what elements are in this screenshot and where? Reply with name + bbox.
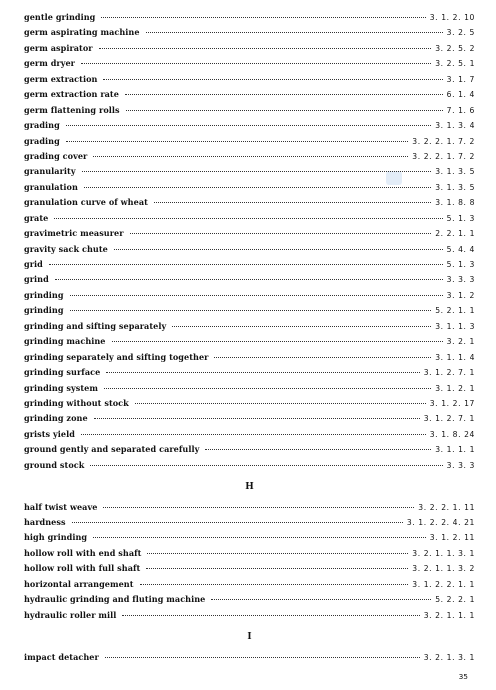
index-term: gentle grinding xyxy=(24,12,96,22)
section-reference: 3. 2. 1. 1. 3. 2 xyxy=(412,564,475,574)
index-entry xyxy=(24,103,475,118)
section-reference: 3. 1. 2 xyxy=(446,290,475,300)
index-entry xyxy=(24,211,475,226)
section-reference: 3. 2. 2. 1. 7. 2 xyxy=(412,151,475,161)
section-reference: 3. 1. 3. 5 xyxy=(435,167,475,177)
index-entry xyxy=(24,195,475,210)
section-reference: 3. 3. 3 xyxy=(446,460,475,470)
dot-leader xyxy=(70,310,432,311)
index-term: germ aspirator xyxy=(24,42,93,53)
section-reference: 3. 2. 1. 1. 3. 1 xyxy=(412,548,475,558)
index-entry xyxy=(24,500,475,515)
index-term: ground stock xyxy=(24,459,85,470)
dot-leader xyxy=(130,233,432,234)
index-term: grinding system xyxy=(24,382,98,393)
index-term: grists yield xyxy=(24,428,75,439)
index-term: hollow roll with full shaft xyxy=(24,563,141,574)
index-entry xyxy=(24,41,475,56)
index-entry xyxy=(24,442,475,457)
index-entry xyxy=(24,365,475,380)
index-entry xyxy=(24,257,475,272)
index-term: grind xyxy=(24,274,49,285)
section-reference: 3. 1. 3. 5 xyxy=(435,182,475,192)
dot-leader xyxy=(49,264,443,265)
index-term: germ extraction rate xyxy=(24,89,119,100)
section-reference: 3. 2. 5. 2 xyxy=(435,43,475,53)
section-heading: H xyxy=(245,482,254,493)
index-entry xyxy=(24,396,475,411)
section-reference: 3. 2. 5 xyxy=(446,28,475,38)
index-term: grinding without stock xyxy=(24,397,129,408)
index-term: grinding machine xyxy=(24,336,106,347)
index-entry xyxy=(24,381,475,396)
index-entry xyxy=(24,577,475,592)
index-entry xyxy=(24,515,475,530)
index-term: gravimetric measurer xyxy=(24,228,124,239)
index-term: granulation curve of wheat xyxy=(24,197,148,208)
index-entry xyxy=(24,592,475,607)
dot-leader xyxy=(93,537,426,538)
index-entry xyxy=(24,411,475,426)
index-entry xyxy=(24,334,475,349)
section-reference: 3. 1. 8. 8 xyxy=(435,198,475,208)
dot-leader xyxy=(66,141,408,142)
index-entry xyxy=(24,458,475,473)
section-reference: 3. 1. 7 xyxy=(446,74,475,84)
dot-leader xyxy=(66,125,431,126)
dot-leader xyxy=(172,326,431,327)
dot-leader xyxy=(81,63,431,64)
index-entry xyxy=(24,87,475,102)
index-term: grinding and sifting separately xyxy=(24,320,167,331)
dot-leader xyxy=(82,171,432,172)
index-term: grate xyxy=(24,212,49,223)
index-entry xyxy=(24,530,475,545)
section-reference: 5. 2. 2. 1 xyxy=(435,595,475,605)
index-term: grid xyxy=(24,259,43,269)
index-entry xyxy=(24,546,475,561)
section-reference: 3. 2. 2. 1. 7. 2 xyxy=(412,136,475,146)
section-reference: 3. 2. 5. 1 xyxy=(435,59,475,69)
dot-leader xyxy=(55,279,443,280)
dot-leader xyxy=(84,187,431,188)
section-reference: 3. 1. 2. 2. 1. 1 xyxy=(412,579,475,589)
section-reference: 3. 2. 1. 1. 1 xyxy=(423,610,475,620)
dot-leader xyxy=(54,218,442,219)
index-term: germ dryer xyxy=(24,58,75,69)
dot-leader xyxy=(112,341,443,342)
index-term: grinding separately and sifting together xyxy=(24,351,209,362)
section-reference: 3. 1. 1. 1 xyxy=(435,445,475,455)
section-reference: 3. 2. 2. 1. 11 xyxy=(418,502,475,512)
section-reference: 3. 1. 1. 4 xyxy=(435,352,475,362)
index-entry xyxy=(24,350,475,365)
section-reference: 3. 1. 2. 7. 1 xyxy=(423,414,475,424)
index-term: grading cover xyxy=(24,150,88,161)
index-term: granularity xyxy=(24,166,76,177)
dot-leader xyxy=(114,249,443,250)
index-entry xyxy=(24,118,475,133)
dot-leader xyxy=(72,522,403,523)
index-entry xyxy=(24,272,475,287)
index-term: germ extraction xyxy=(24,73,98,84)
dot-leader xyxy=(154,202,431,203)
dot-leader xyxy=(94,418,420,419)
dot-leader xyxy=(146,32,443,33)
dot-leader xyxy=(81,434,426,435)
index-term: hollow roll with end shaft xyxy=(24,547,142,558)
section-reference: 3. 1. 3. 4 xyxy=(435,121,475,131)
section-reference: 3. 1. 2. 2. 4. 21 xyxy=(406,518,475,527)
section-reference: 3. 2. 1. 3. 1 xyxy=(423,652,475,662)
dot-leader xyxy=(104,388,431,389)
section-heading: I xyxy=(247,632,252,643)
index-entries xyxy=(24,10,475,665)
dot-leader xyxy=(106,372,419,373)
section-reference: 5. 4. 4 xyxy=(446,244,475,254)
index-term: half twist weave xyxy=(24,501,98,512)
dot-leader xyxy=(93,156,408,157)
index-term: gravity sack chute xyxy=(24,243,108,254)
index-entry xyxy=(24,134,475,149)
index-term: granulation xyxy=(24,181,78,192)
dot-leader xyxy=(140,584,409,585)
section-reference: 3. 1. 2. 1 xyxy=(435,383,475,393)
section-reference: 3. 1. 2. 17 xyxy=(429,398,475,408)
section-reference: 5. 2. 1. 1 xyxy=(435,306,475,316)
section-reference: 3. 1. 8. 24 xyxy=(429,429,475,439)
index-entry xyxy=(24,303,475,318)
index-term: grinding surface xyxy=(24,367,101,378)
index-term: ground gently and separated carefully xyxy=(24,444,200,455)
index-entry xyxy=(24,427,475,442)
index-term: grading xyxy=(24,120,60,131)
section-reference: 5. 1. 3 xyxy=(446,213,475,223)
dot-leader xyxy=(99,48,432,49)
section-reference: 3. 1. 2. 11 xyxy=(429,533,475,543)
index-term: grinding zone xyxy=(24,413,88,424)
index-term: hydraulic roller mill xyxy=(24,609,117,620)
index-entry xyxy=(24,72,475,87)
dot-leader xyxy=(214,357,431,358)
index-entry xyxy=(24,180,475,195)
dot-leader xyxy=(70,295,443,296)
dot-leader xyxy=(101,17,425,18)
dot-leader xyxy=(205,449,431,450)
index-term: high grinding xyxy=(24,532,88,543)
dot-leader xyxy=(147,553,408,554)
index-term: impact detacher xyxy=(24,651,99,662)
dot-leader xyxy=(211,599,431,600)
index-entry xyxy=(24,561,475,576)
section-reference: 5. 1. 3 xyxy=(446,260,475,269)
dot-leader xyxy=(103,507,414,508)
index-term: hardness xyxy=(24,517,66,527)
section-reference: 7. 1. 6 xyxy=(446,105,475,115)
section-reference: 6. 1. 4 xyxy=(446,90,475,100)
section-reference: 3. 1. 2. 7. 1 xyxy=(423,368,475,378)
dot-leader xyxy=(90,465,442,466)
index-entry xyxy=(24,25,475,40)
index-entry xyxy=(24,149,475,164)
dot-leader xyxy=(125,94,443,95)
index-entry xyxy=(24,56,475,71)
dot-leader xyxy=(103,79,442,80)
index-entry xyxy=(24,608,475,623)
index-entry xyxy=(24,10,475,25)
index-term: grinding xyxy=(24,305,64,316)
dot-leader xyxy=(105,657,420,658)
index-term: grinding xyxy=(24,289,64,300)
index-entry xyxy=(24,242,475,257)
index-term: grading xyxy=(24,135,60,146)
section-reference: 3. 1. 2. 10 xyxy=(429,13,475,22)
index-entry xyxy=(24,650,475,665)
index-term: hydraulic grinding and fluting machine xyxy=(24,594,206,605)
section-reference: 3. 2. 1 xyxy=(446,337,475,347)
index-entry xyxy=(24,319,475,334)
section-reference: 3. 3. 3 xyxy=(446,275,475,285)
index-entry xyxy=(24,288,475,303)
section-reference: 2. 2. 1. 1 xyxy=(435,229,475,239)
page-number: 35 xyxy=(458,672,468,681)
dot-leader xyxy=(135,403,426,404)
dot-leader xyxy=(126,110,443,111)
index-term: horizontal arrangement xyxy=(24,578,134,589)
index-term: germ aspirating machine xyxy=(24,27,140,38)
dot-leader xyxy=(122,615,419,616)
index-term: germ flattening rolls xyxy=(24,104,120,115)
index-entry xyxy=(24,164,475,179)
index-entry xyxy=(24,226,475,241)
section-reference: 3. 1. 1. 3 xyxy=(435,321,475,331)
dot-leader xyxy=(146,568,408,569)
